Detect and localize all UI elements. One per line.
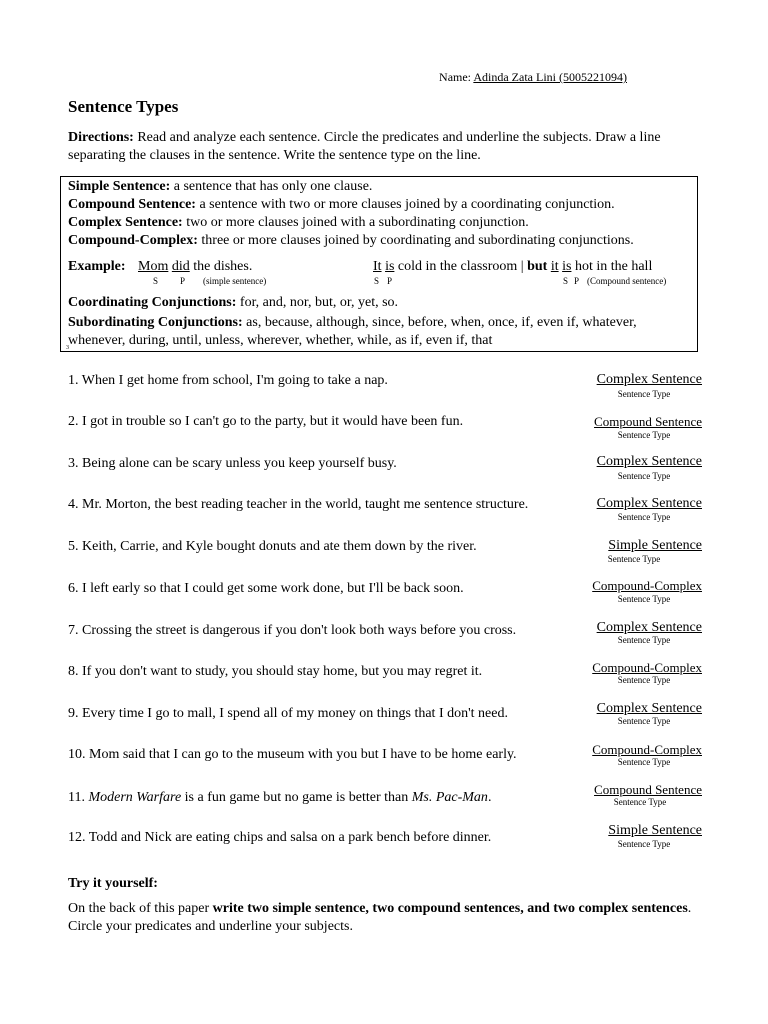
sentence-type-label: Sentence Type bbox=[617, 635, 671, 645]
item-9: 9. Every time I go to mall, I spend all of my money on things that I don't need. bbox=[68, 706, 508, 721]
answer-text: Complex Sentence bbox=[596, 701, 702, 716]
example-2-note: (Compound sentence) bbox=[587, 276, 667, 286]
definition-term: Simple Sentence: bbox=[68, 179, 171, 194]
example-2-s-mark-2: S bbox=[563, 276, 569, 286]
example-2-mid: cold in the classroom bbox=[394, 259, 521, 274]
item-end: . bbox=[487, 790, 492, 805]
example-2-rest: hot in the hall bbox=[571, 259, 653, 274]
definitions-box bbox=[60, 176, 698, 352]
game-title-2: Ms. Pac-Man bbox=[411, 790, 488, 805]
definition-text: three or more clauses joined by coordinating and subordinating conjunctions. bbox=[197, 233, 634, 248]
sentence-type-label: Sentence Type bbox=[617, 512, 671, 522]
answer-4 bbox=[597, 496, 702, 512]
example-2-sentence bbox=[373, 259, 652, 275]
answer-text: Simple Sentence bbox=[608, 538, 702, 553]
example-1-note: (simple sentence) bbox=[203, 276, 267, 286]
answer-text: Simple Sentence bbox=[608, 823, 702, 838]
sentence-type-label: Sentence Type bbox=[613, 797, 667, 807]
item-text: is a fun game but no game is better than bbox=[181, 790, 412, 805]
sentence-type-label: Sentence Type bbox=[617, 389, 671, 399]
answer-12 bbox=[608, 823, 702, 839]
definition-text: a sentence that has only one clause. bbox=[170, 179, 373, 194]
subordinating-label: Subordinating Conjunctions: bbox=[68, 315, 243, 330]
try-it-task: write two simple sentence, two compound sentences, and two complex sentences bbox=[212, 901, 688, 916]
item-3: 3. Being alone can be scary unless you keep yourself busy. bbox=[68, 456, 397, 471]
sentence-type-label: Sentence Type bbox=[617, 839, 671, 849]
example-label: Example: bbox=[68, 259, 126, 274]
answer-text: Complex Sentence bbox=[596, 496, 702, 511]
answer-3 bbox=[597, 454, 702, 470]
sentence-type-label: Sentence Type bbox=[617, 471, 671, 481]
answer-9 bbox=[597, 701, 702, 717]
try-it-instructions bbox=[68, 900, 698, 936]
example-2-subject: It bbox=[373, 259, 382, 274]
item-12: 12. Todd and Nick are eating chips and salsa on a park bench before dinner. bbox=[68, 830, 492, 845]
answer-text: Compound-Complex bbox=[592, 578, 702, 593]
example-1-s-mark: S bbox=[153, 276, 159, 286]
try-it-pre: On the back of this paper bbox=[68, 901, 213, 916]
answer-text: Complex Sentence bbox=[596, 620, 702, 635]
answer-2 bbox=[594, 414, 702, 430]
example-2-p-mark: P bbox=[387, 276, 393, 286]
item-number: 11. bbox=[68, 790, 89, 805]
try-it-title: Try it yourself: bbox=[68, 876, 158, 891]
item-2: 2. I got in trouble so I can't go to the party, but it would have been fun. bbox=[68, 414, 464, 429]
item-4: 4. Mr. Morton, the best reading teacher in the world, taught me sentence structure. bbox=[68, 497, 529, 512]
example-1-predicate: did bbox=[171, 259, 190, 274]
answer-11 bbox=[594, 782, 702, 798]
coordinating-label: Coordinating Conjunctions: bbox=[68, 295, 237, 310]
definition-term: Compound Sentence: bbox=[68, 197, 196, 212]
sentence-type-label: Sentence Type bbox=[607, 554, 661, 564]
student-name-line bbox=[439, 70, 627, 85]
answer-1 bbox=[597, 372, 702, 388]
definition-text: two or more clauses joined with a subordinating conjunction. bbox=[182, 215, 529, 230]
item-8: 8. If you don't want to study, you should stay home, but you may regret it. bbox=[68, 664, 483, 679]
answer-5 bbox=[608, 538, 702, 554]
answer-6 bbox=[592, 578, 702, 594]
example-1-rest: the dishes. bbox=[189, 259, 253, 274]
item-10: 10. Mom said that I can go to the museum with you but I have to be home early. bbox=[68, 747, 517, 762]
clause-separator: | bbox=[520, 259, 524, 274]
example-2-s-mark: S bbox=[374, 276, 380, 286]
coordinating-conjunctions bbox=[68, 295, 398, 311]
game-title-1: Modern Warfare bbox=[88, 790, 182, 805]
item-7: 7. Crossing the street is dangerous if you don't look both ways before you cross. bbox=[68, 623, 517, 638]
item-1: 1. When I get home from school, I'm going to take a nap. bbox=[68, 373, 388, 388]
sentence-type-label: Sentence Type bbox=[617, 716, 671, 726]
directions-label: Directions: bbox=[68, 130, 134, 145]
answer-text: Complex Sentence bbox=[596, 454, 702, 469]
answer-text: Compound-Complex bbox=[592, 742, 702, 757]
directions-text: Read and analyze each sentence. Circle the predicates and underline the subjects. Draw a line separating the clauses in the sentence. Write the sentence type on the line. bbox=[68, 130, 661, 163]
answer-7 bbox=[597, 620, 702, 636]
sentence-type-label: Sentence Type bbox=[617, 757, 671, 767]
example-2-p-mark-2: P bbox=[574, 276, 580, 286]
sentence-type-label: Sentence Type bbox=[617, 594, 671, 604]
definition-compound bbox=[68, 197, 615, 213]
subordinating-conjunctions bbox=[68, 314, 688, 350]
definition-term: Compound-Complex: bbox=[68, 233, 198, 248]
example-2-subject-2: it bbox=[550, 259, 559, 274]
answer-text: Compound Sentence bbox=[594, 782, 702, 797]
example-2-predicate: is bbox=[385, 259, 395, 274]
definition-term: Complex Sentence: bbox=[68, 215, 183, 230]
sentence-type-label: Sentence Type bbox=[617, 675, 671, 685]
definition-simple bbox=[68, 179, 372, 195]
student-name: Adinda Zata Lini (5005221094) bbox=[473, 70, 627, 84]
name-label: Name: bbox=[439, 70, 474, 84]
example-2-conjunction: but bbox=[527, 259, 548, 274]
definition-text: a sentence with two or more clauses joined by a coordinating conjunction. bbox=[195, 197, 615, 212]
item-5: 5. Keith, Carrie, and Kyle bought donuts and ate them down by the river. bbox=[68, 539, 477, 554]
answer-10 bbox=[592, 742, 702, 758]
example-2-predicate-2: is bbox=[562, 259, 572, 274]
box-corner-mark: 3 bbox=[66, 345, 69, 351]
subordinating-list: as, because, although, since, before, when, once, if, even if, whatever, whenever, during, until, unless, wherever, whether, while, as if, even if, that bbox=[68, 315, 637, 348]
answer-8 bbox=[592, 660, 702, 676]
definition-compound-complex bbox=[68, 233, 634, 249]
answer-text: Compound Sentence bbox=[594, 414, 702, 429]
try-it-post: . Circle your predicates and underline your subjects. bbox=[68, 901, 692, 934]
answer-text: Compound-Complex bbox=[592, 660, 702, 675]
answer-text: Complex Sentence bbox=[596, 372, 702, 387]
item-11 bbox=[68, 790, 491, 806]
example-1-subject: Mom bbox=[138, 259, 169, 274]
directions bbox=[68, 129, 708, 165]
item-6: 6. I left early so that I could get some work done, but I'll be back soon. bbox=[68, 581, 464, 596]
sentence-type-label: Sentence Type bbox=[617, 430, 671, 440]
page-title: Sentence Types bbox=[68, 97, 179, 116]
example-1-sentence bbox=[138, 259, 252, 275]
coordinating-list: for, and, nor, but, or, yet, so. bbox=[236, 295, 399, 310]
example-1-p-mark: P bbox=[180, 276, 186, 286]
definition-complex bbox=[68, 215, 529, 231]
